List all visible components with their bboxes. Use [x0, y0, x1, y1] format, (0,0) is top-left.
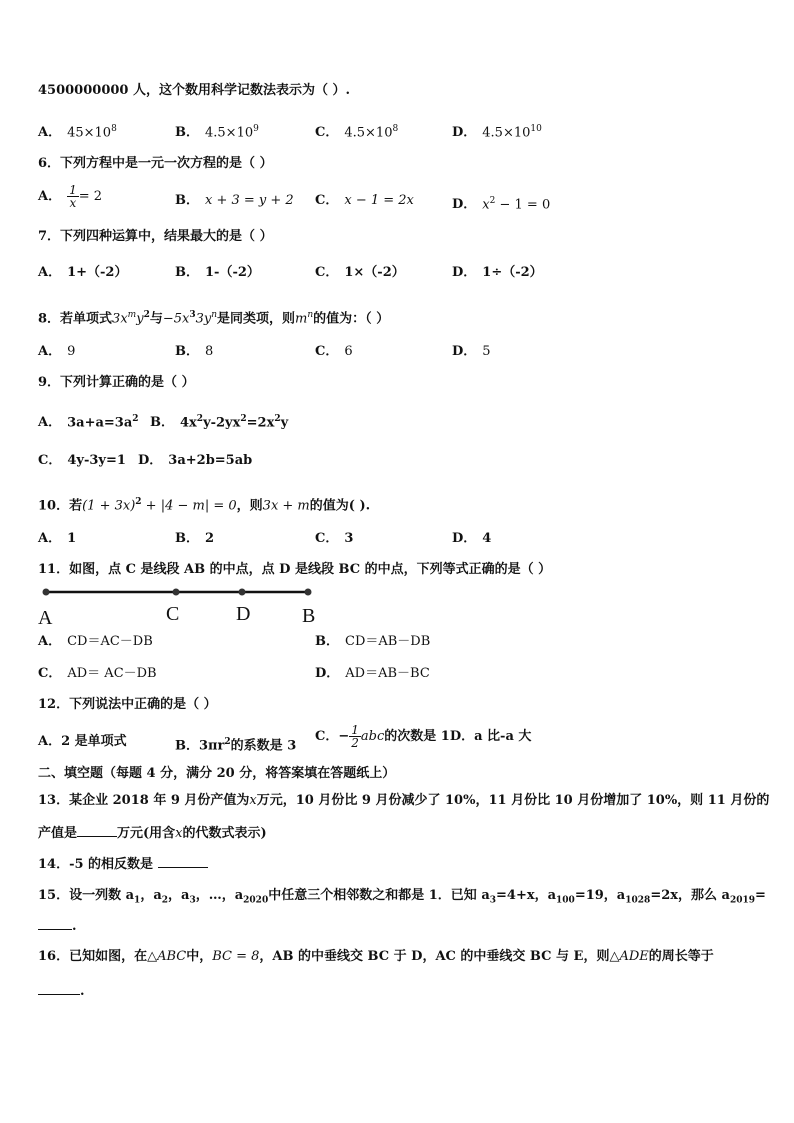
label-c: C — [166, 603, 180, 625]
q6-stem: 6．下列方程中是一元一次方程的是（ ） — [38, 156, 273, 171]
answer-blank[interactable] — [38, 917, 72, 930]
q15-answer-line: . — [38, 917, 77, 936]
point-d — [239, 589, 246, 596]
q9-option-b: B． $4x^2y-2yx^2=2x^2y$ — [150, 414, 289, 431]
label-d: D — [236, 603, 251, 625]
q8-stem: 8．若单项式$3x^my^2$与$-5x^33y^n$是同类项，则$m^n$的值为：（ ） — [38, 310, 390, 327]
q8-option-d: D． 5 — [452, 344, 491, 359]
q11-option-c: C． AD＝ AC－DB — [38, 666, 157, 681]
q8-option-b: B． 8 — [175, 344, 214, 359]
section-two-heading: 二、填空题（每题 4 分，满分 20 分，将答案填在答题纸上） — [38, 766, 396, 781]
point-a — [43, 589, 50, 596]
q13-line1: 13．某企业 2018 年 9 月份产值为x万元，10 月份比 9 月份减少了 10%，11 月份比 10 月份增加了 10%，则 11 月份的 — [38, 793, 770, 808]
q6-option-b: B． x + 3 = y + 2 — [175, 193, 294, 208]
q11-option-d: D． AD＝AB－BC — [315, 666, 430, 681]
q6-option-c: C． x − 1 = 2x — [315, 193, 414, 208]
q10-option-a: A． 1 — [38, 531, 77, 546]
q5-stem: 4500000000 人，这个数用科学记数法表示为（ ）. — [38, 83, 351, 98]
q11-option-a: A． CD＝AC－DB — [38, 634, 153, 649]
q5-option-a: A． $45\times 10^8$ — [38, 124, 117, 141]
answer-blank[interactable] — [38, 982, 80, 995]
q9-option-a: A． $3a+a=3a^2$ — [38, 414, 139, 431]
q5-option-c: C． $4.5\times 10^8$ — [315, 124, 399, 141]
q9-option-d: D． 3a+2b=5ab — [138, 453, 253, 468]
q7-option-b: B． 1-（-2） — [175, 265, 260, 280]
line-segment-figure — [38, 585, 328, 601]
q12-option-b: B．$3\pi r^2$的系数是 3 — [175, 737, 297, 754]
q6-option-d: D． $x^2 - 1 = 0$ — [452, 196, 551, 213]
q6-option-a: A． $\frac{1}{x}$ = 2 — [38, 183, 103, 210]
q12-stem: 12．下列说法中正确的是（ ） — [38, 697, 217, 712]
q5-option-d: D． $4.5\times 10^{10}$ — [452, 124, 542, 141]
q10-option-d: D． 4 — [452, 531, 492, 546]
q9-stem: 9．下列计算正确的是（ ） — [38, 375, 195, 390]
label-b: B — [302, 605, 316, 627]
q8-option-c: C． 6 — [315, 344, 353, 359]
q12-option-a: A．2 是单项式 — [38, 734, 127, 749]
label-a: A — [38, 607, 53, 629]
q7-option-a: A． 1+（-2） — [38, 265, 128, 280]
point-c — [173, 589, 180, 596]
q11-option-b: B． CD＝AB－DB — [315, 634, 431, 649]
q16-answer-line: . — [38, 982, 85, 1001]
q14-stem: 14．-5 的相反数是 — [38, 855, 208, 874]
point-b — [305, 589, 312, 596]
q11-stem: 11．如图，点 C 是线段 AB 的中点，点 D 是线段 BC 的中点，下列等式正确的是（ ） — [38, 562, 552, 577]
q15-stem: 15．设一列数 $a_1$，$a_2$，$a_3$，…，$a_{2020}$中任意三个相邻数之和都是 1．已知 $a_3=4+x$，$a_{100}=19$，$a_{1028}=2x$，那么 $a_{2019}=$ — [38, 888, 766, 906]
answer-blank[interactable] — [158, 855, 208, 868]
q7-stem: 7．下列四种运算中，结果最大的是（ ） — [38, 229, 273, 244]
q5-option-b: B． $4.5\times 10^9$ — [175, 124, 259, 141]
q10-option-b: B． 2 — [175, 531, 215, 546]
q10-option-c: C． 3 — [315, 531, 354, 546]
q7-option-c: C． 1×（-2） — [315, 265, 405, 280]
q12-option-c: C．− $\frac{1}{2}$ abc的次数是 1D．a 比-a 大 — [315, 723, 532, 750]
q7-option-d: D． 1÷（-2） — [452, 265, 543, 280]
q9-option-c: C． 4y-3y=1 — [38, 453, 126, 468]
q8-option-a: A． 9 — [38, 344, 76, 359]
q16-stem: 16．已知如图，在△ABC中，BC = 8，AB 的中垂线交 BC 于 D，AC 的中垂线交 BC 与 E，则△ADE的周长等于 — [38, 949, 714, 964]
q10-stem: 10．若$(1 + 3x)^2 + |4 - m| = 0$，则3x + m的值为( ). — [38, 497, 371, 514]
q13-line2: 产值是 万元(用含x的代数式表示) — [38, 826, 267, 841]
answer-blank[interactable] — [77, 824, 117, 837]
